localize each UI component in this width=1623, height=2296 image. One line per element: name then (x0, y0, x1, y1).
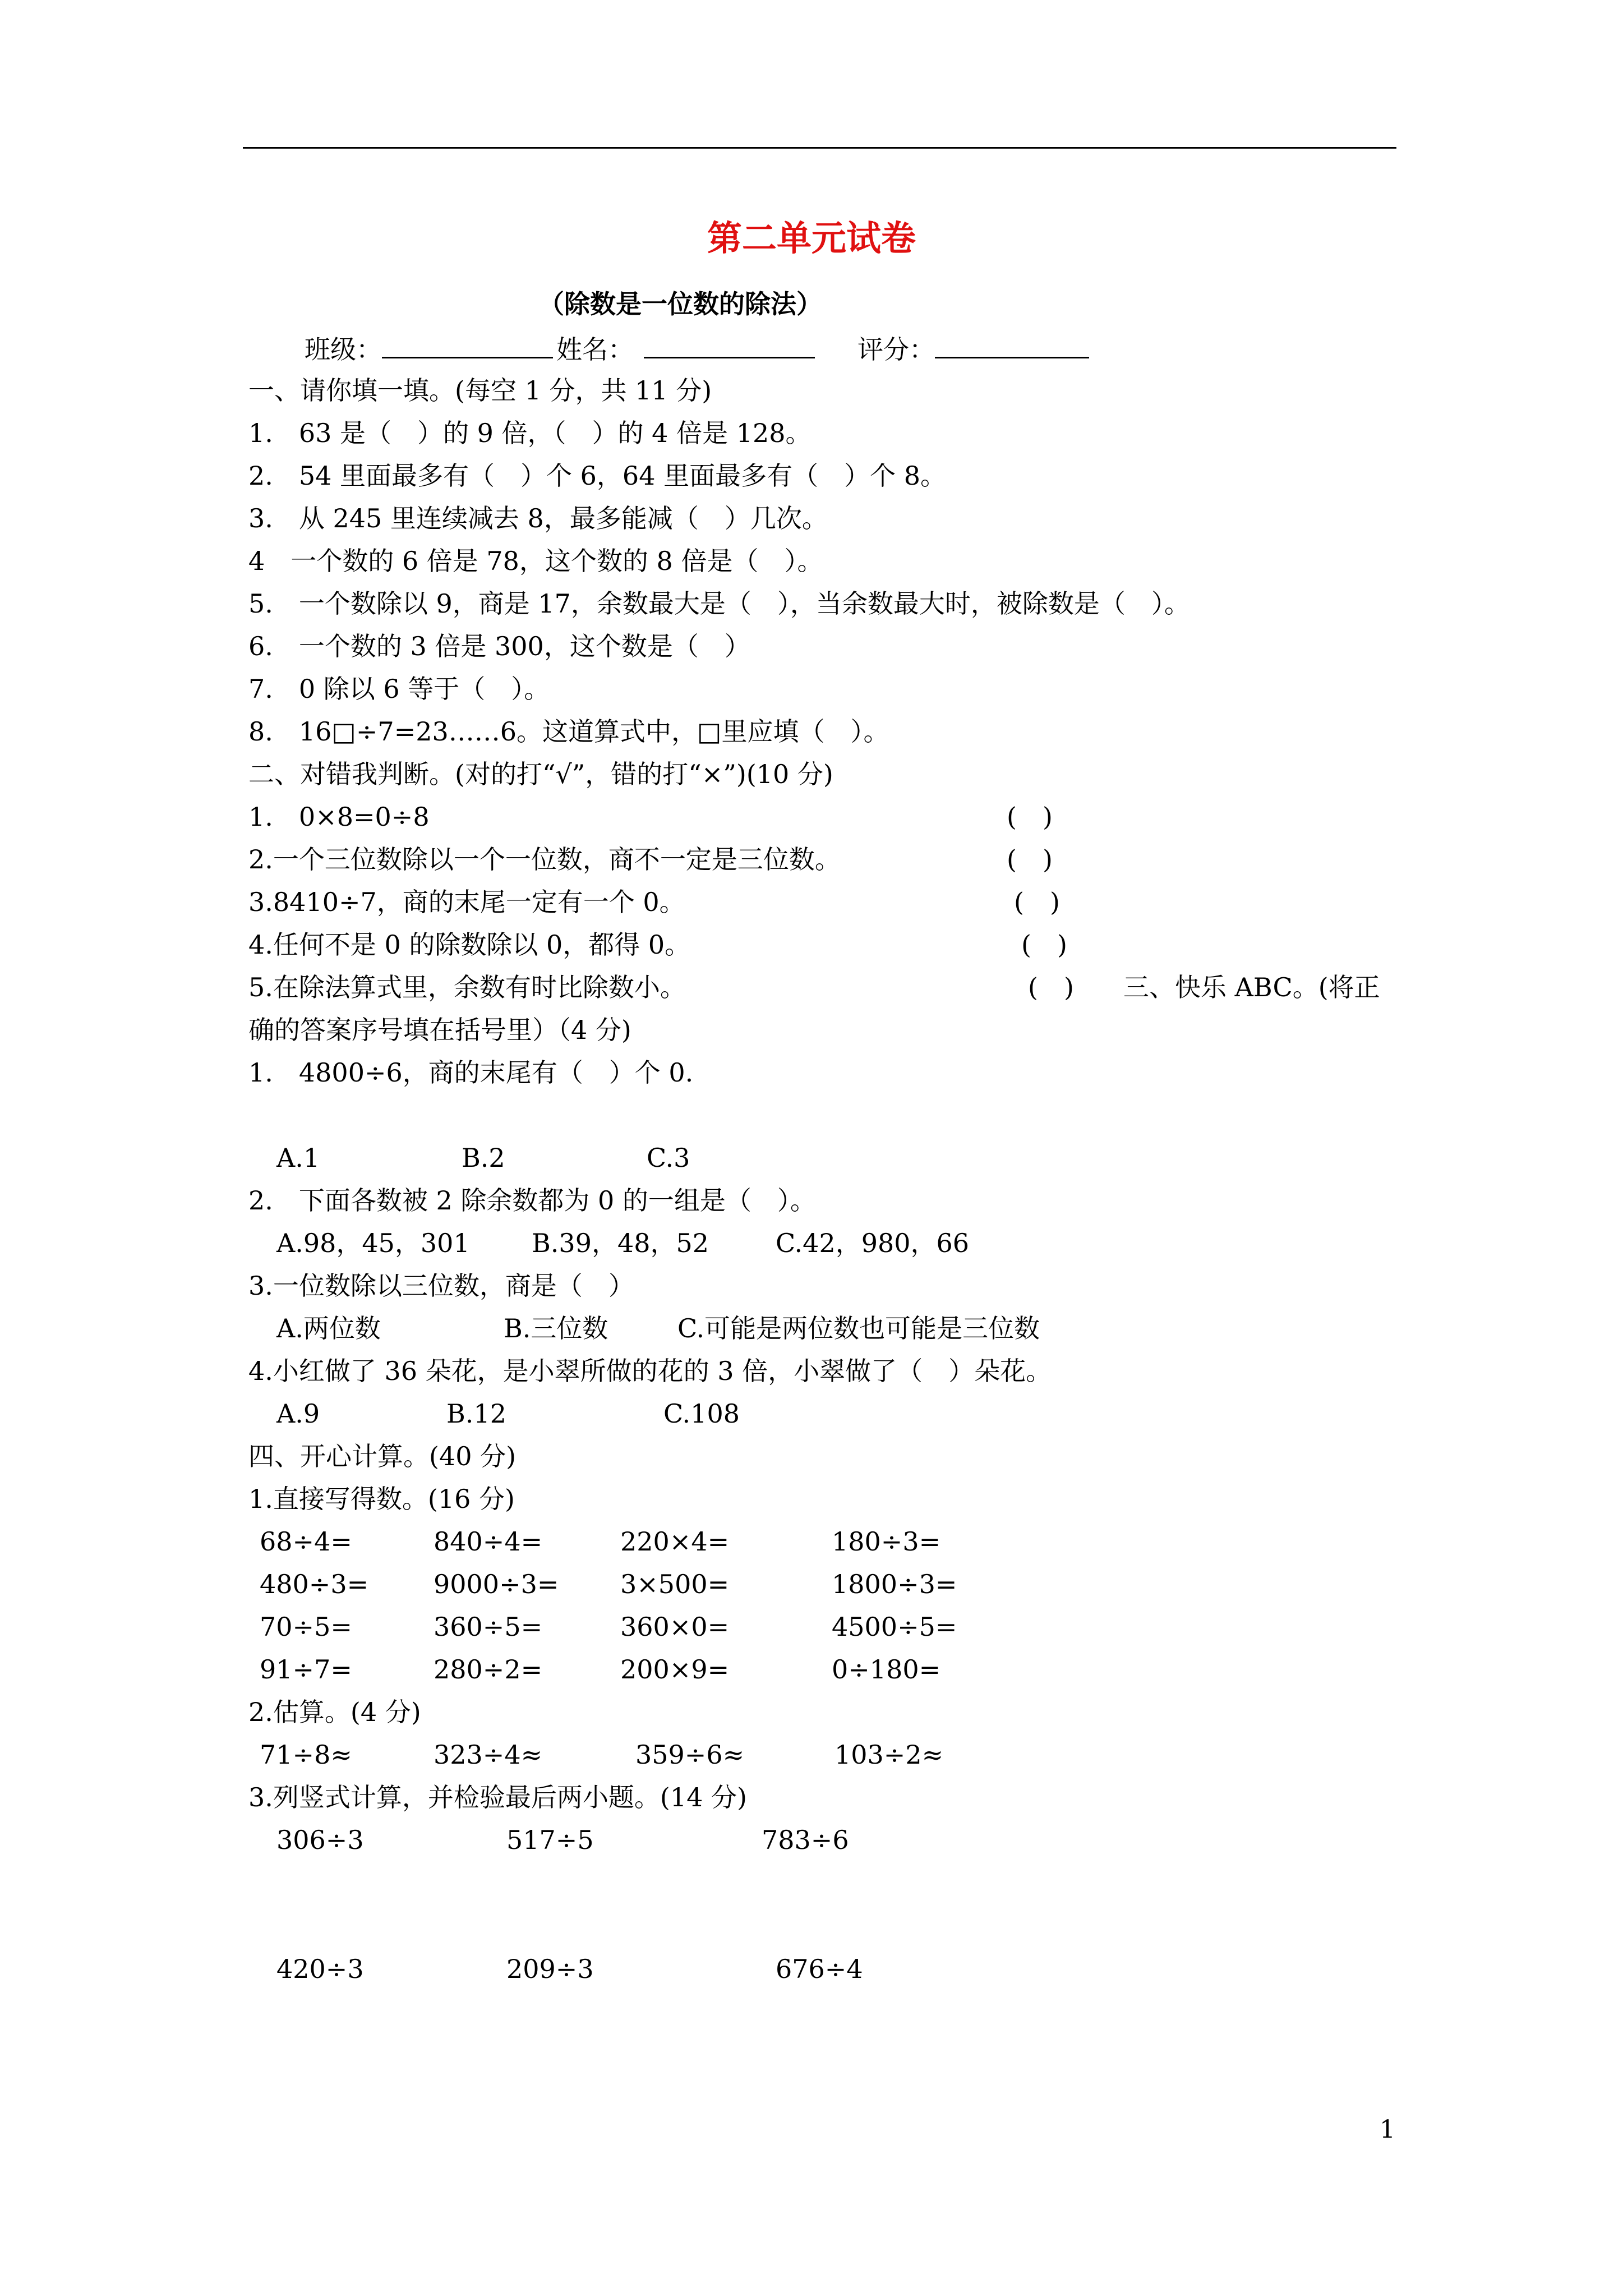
judge-item-5 (248, 966, 1404, 1009)
fill-item-6: 6. 一个数的 3 倍是 300，这个数是（ ） (248, 631, 750, 661)
calc-row (260, 1648, 1269, 1691)
judge-text: 5.在除法算式里，余数有时比除数小。 (248, 972, 686, 1002)
choice-q1-options (276, 1137, 1174, 1179)
header-rule (243, 147, 1396, 149)
section1-heading: 一、请你填一填。(每空 1 分，共 11 分) (248, 375, 712, 406)
calc-cell: 360÷5= (434, 1612, 543, 1642)
calc-cell: 220×4= (620, 1526, 730, 1557)
judge-text: 4.任何不是 0 的除数除以 0，都得 0。 (248, 930, 691, 960)
option-c: C.可能是两位数也可能是三位数 (677, 1313, 1040, 1343)
choice-q2: 2. 下面各数被 2 除余数都为 0 的一组是（ ）。 (248, 1185, 816, 1216)
estimate-cell: 71÷8≈ (260, 1740, 352, 1770)
calc-cell: 91÷7= (260, 1654, 352, 1685)
estimate-row (260, 1733, 1269, 1776)
choice-q2-options (276, 1222, 1174, 1264)
option-a: A.9 (276, 1398, 320, 1429)
section3-heading-start: 三、快乐 ABC。(将正 (1123, 972, 1380, 1002)
answer-parens[interactable]: ( ) (1007, 802, 1053, 832)
estimate-cell: 323÷4≈ (434, 1740, 543, 1770)
part1-heading: 1.直接写得数。(16 分) (248, 1484, 515, 1514)
option-a: A.1 (276, 1143, 320, 1173)
calc-cell: 68÷4= (260, 1526, 352, 1557)
calc-cell: 4500÷5= (832, 1612, 957, 1642)
score-label: 评分： (857, 334, 935, 365)
name-label: 姓名： (556, 334, 634, 365)
judge-text: 2.一个三位数除以一个一位数，商不一定是三位数。 (248, 844, 841, 875)
calc-cell: 0÷180= (832, 1654, 941, 1685)
part3-heading: 3.列竖式计算，并检验最后两小题。(14 分) (248, 1782, 747, 1812)
estimate-cell: 103÷2≈ (834, 1740, 944, 1770)
choice-q3: 3.一位数除以三位数，商是（ ） (248, 1271, 634, 1301)
fill-item-7: 7. 0 除以 6 等于（ ）。 (248, 674, 550, 704)
vertical-calc-item: 209÷3 (506, 1954, 594, 1984)
subtitle: （除数是一位数的除法） (538, 289, 822, 319)
vertical-calc-item: 676÷4 (776, 1954, 863, 1984)
fill-item-1: 1. 63 是（ ）的 9 倍，（ ）的 4 倍是 128。 (248, 418, 811, 448)
option-a: A.98，45，301 (276, 1228, 470, 1258)
option-b: B.2 (462, 1143, 505, 1173)
fill-item-8: 8. 16□÷7=23……6。这道算式中，□里应填（ ）。 (248, 716, 889, 747)
judge-item-2 (248, 838, 1370, 881)
calc-cell: 480÷3= (260, 1569, 369, 1599)
option-a: A.两位数 (276, 1313, 381, 1343)
calc-row (260, 1605, 1269, 1648)
calc-cell: 200×9= (620, 1654, 730, 1685)
calc-cell: 360×0= (620, 1612, 730, 1642)
class-label: 班级： (305, 334, 382, 365)
page-number: 1 (1380, 2115, 1395, 2144)
calc-cell: 70÷5= (260, 1612, 352, 1642)
fill-item-4: 4 一个数的 6 倍是 78，这个数的 8 倍是（ ）。 (248, 546, 823, 576)
judge-item-4 (248, 923, 1370, 966)
score-blank[interactable] (935, 326, 1089, 358)
vertical-calc-item: 517÷5 (506, 1825, 594, 1855)
answer-parens[interactable]: ( ) (1007, 844, 1053, 875)
choice-q4: 4.小红做了 36 朵花，是小翠所做的花的 3 倍，小翠做了（ ）朵花。 (248, 1356, 1052, 1386)
judge-item-3 (248, 881, 1370, 923)
calc-cell: 280÷2= (434, 1654, 543, 1685)
name-blank[interactable] (644, 326, 815, 358)
vertical-calc-item: 783÷6 (762, 1825, 849, 1855)
answer-parens[interactable]: ( ) (1028, 972, 1074, 1002)
calc-cell: 840÷4= (434, 1526, 543, 1557)
choice-q1: 1. 4800÷6，商的末尾有（ ）个 0. (248, 1057, 694, 1088)
calc-cell: 180÷3= (832, 1526, 941, 1557)
fill-item-3: 3. 从 245 里连续减去 8，最多能减（ ）几次。 (248, 503, 828, 533)
calc-cell: 9000÷3= (434, 1569, 559, 1599)
choice-q4-options (276, 1392, 1174, 1435)
option-b: B.三位数 (504, 1313, 608, 1343)
info-line (305, 326, 1092, 371)
fill-item-2: 2. 54 里面最多有（ ）个 6，64 里面最多有（ ）个 8。 (248, 461, 946, 491)
calc-row (260, 1520, 1269, 1563)
class-blank[interactable] (382, 326, 553, 358)
vertical-calc-item: 306÷3 (276, 1825, 364, 1855)
vertical-calc-item: 420÷3 (276, 1954, 364, 1984)
option-b: B.39，48，52 (532, 1228, 709, 1258)
judge-item-1 (248, 795, 1370, 838)
choice-q3-options (276, 1307, 1174, 1350)
calc-cell: 1800÷3= (832, 1569, 957, 1599)
section2-heading: 二、对错我判断。(对的打“√”，错的打“×”)(10 分) (248, 759, 833, 789)
calc-row (260, 1563, 1269, 1605)
vertical-calc-row (276, 1948, 1286, 1990)
judge-text: 1. 0×8=0÷8 (248, 802, 430, 832)
vertical-calc-row (276, 1819, 1286, 1861)
fill-item-5: 5. 一个数除以 9，商是 17，余数最大是（ ），当余数最大时，被除数是（ ）。 (248, 588, 1190, 619)
option-c: C.42，980，66 (776, 1228, 970, 1258)
option-c: C.108 (663, 1398, 740, 1429)
estimate-cell: 359÷6≈ (635, 1740, 745, 1770)
section4-heading: 四、开心计算。(40 分) (248, 1441, 517, 1471)
answer-parens[interactable]: ( ) (1021, 930, 1067, 960)
judge-text: 3.8410÷7，商的末尾一定有一个 0。 (248, 887, 685, 917)
section3-heading-cont: 确的答案序号填在括号里）（4 分) (248, 1015, 631, 1045)
answer-parens[interactable]: ( ) (1014, 887, 1060, 917)
option-b: B.12 (446, 1398, 506, 1429)
option-c: C.3 (647, 1143, 690, 1173)
calc-cell: 3×500= (620, 1569, 730, 1599)
page-title: 第二单元试卷 (707, 218, 916, 259)
part2-heading: 2.估算。(4 分) (248, 1697, 421, 1727)
